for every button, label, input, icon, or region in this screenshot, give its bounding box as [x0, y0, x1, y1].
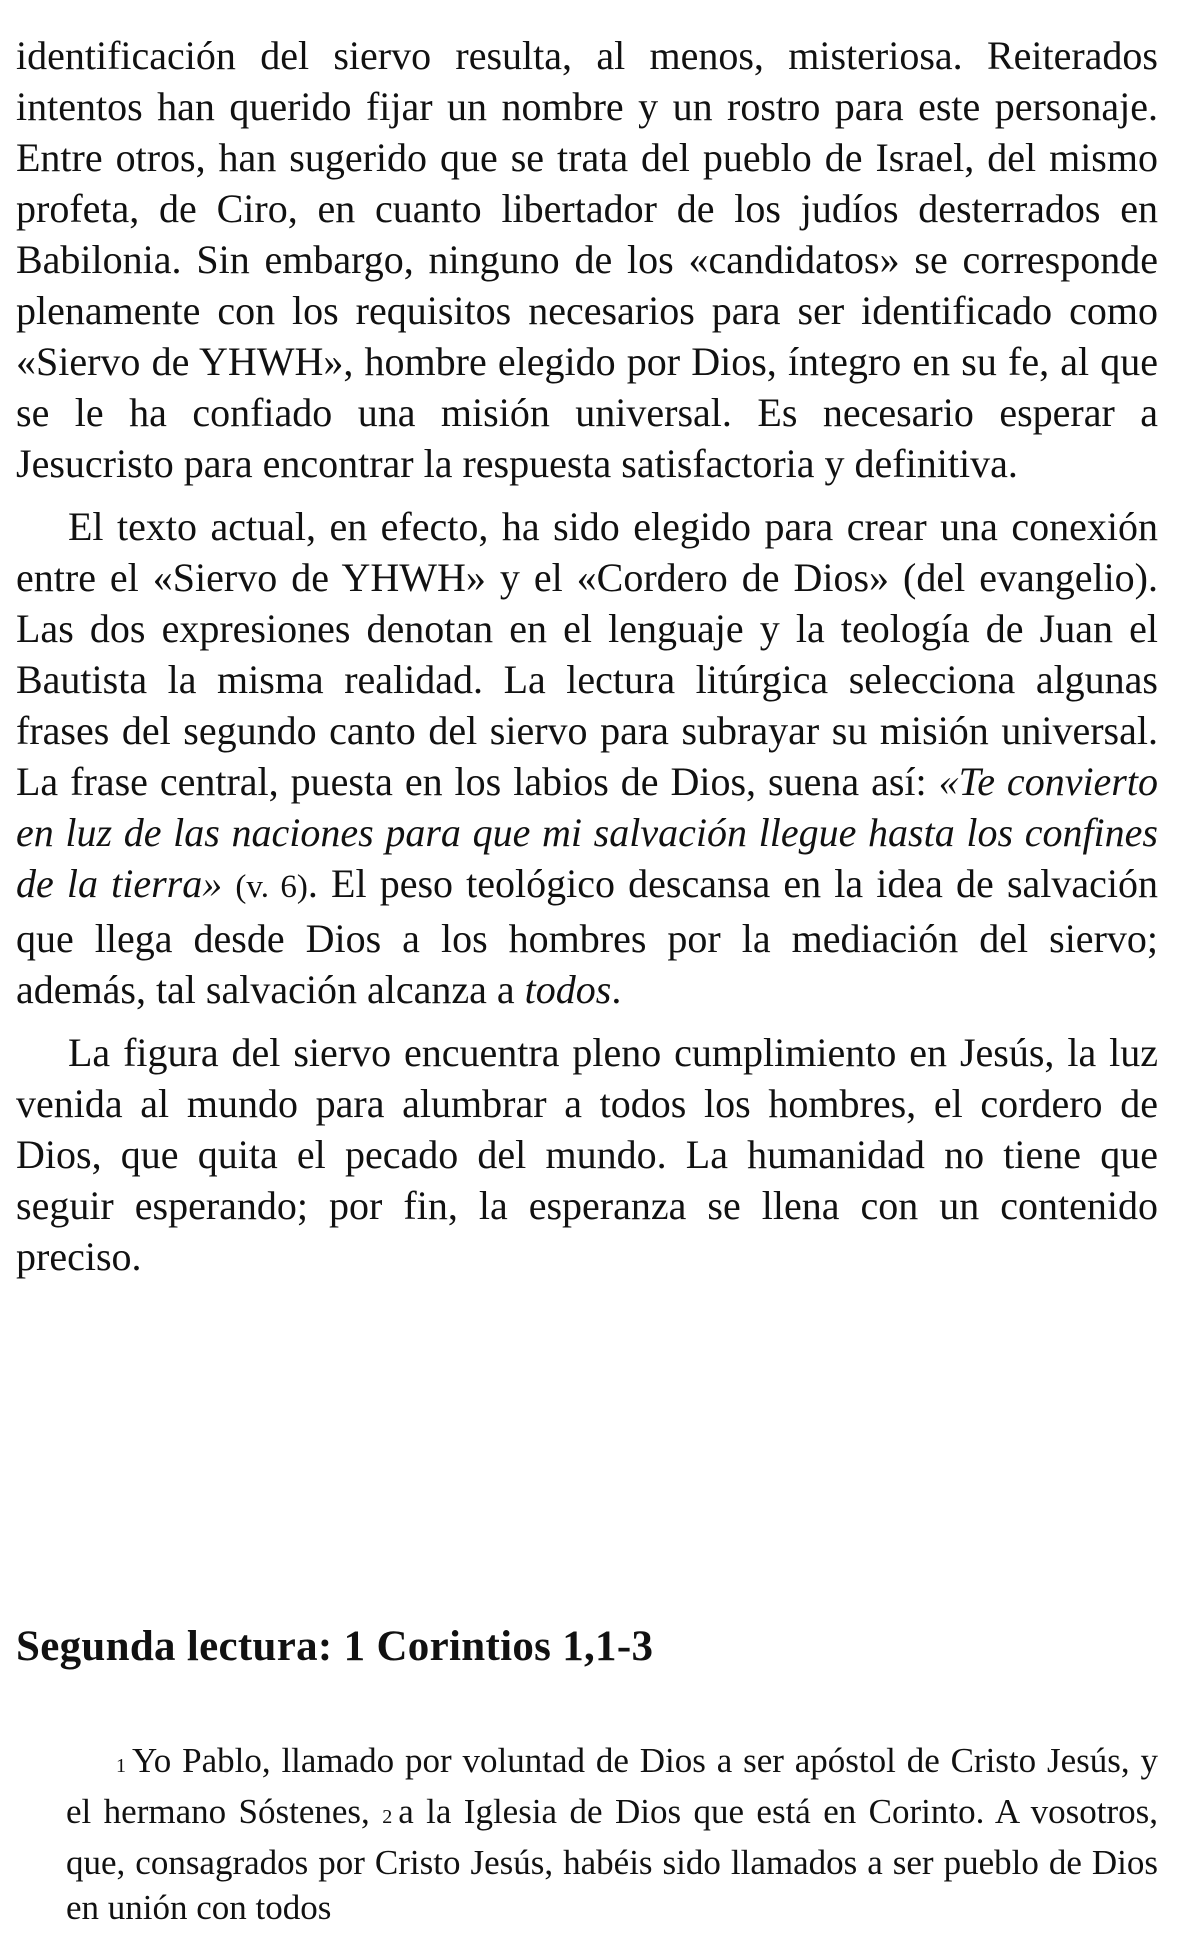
emphasis-todos: todos [524, 967, 612, 1012]
verse-reference: (v. 6) [235, 869, 308, 905]
paragraph-1: identificación del siervo resulta, al menos, misteriosa. Reiterados intentos han querido fijar un nombre y un rostro para este personaje. Entre otros, han sugerido que se trata del pueblo de Israel, del mismo profeta, de Ciro, en cuanto libertador de los judíos desterrados en Babilonia. Sin embargo, ninguno de los «candidatos» se corresponde plenamente con los requisitos necesarios para ser identificado como «Siervo de YHWH», hombre elegido por Dios, íntegro en su fe, al que se le ha confiado una misión universal. Es necesario esperar a Jesucristo para encontrar la respuesta satisfactoria y definitiva. [16, 33, 1158, 486]
paragraph-2 [16, 501, 1158, 1015]
verse-1-text: Yo Pablo, llamado por voluntad de Dios a ser apóstol de Cristo Jesús, y el hermano Sóstenes, [66, 1741, 1158, 1831]
paragraph-2-text-b: . El peso teológico descansa en la idea de salvación que llega desde Dios a los hombres por la mediación del siervo; además, tal salvación alcanza a [16, 861, 1159, 1012]
paragraph-2-end: . [611, 967, 622, 1012]
verse-number-1: 1 [116, 1755, 126, 1777]
section-heading: Segunda lectura: 1 Corintios 1,1-3 [16, 1623, 654, 1670]
verse-2-text: a la Iglesia de Dios que está en Corinto. A vosotros, que, consagrados por Cristo Jesús, habéis sido llamados a ser pueblo de Dios en unión con todos [66, 1792, 1158, 1927]
paragraph-2-text-a: El texto actual, en efecto, ha sido elegido para crear una conexión entre el «Siervo de YHWH» y el «Cordero de Dios» (del evangelio). Las dos expresiones denotan en el lenguaje y la teología de Juan el Bautista la misma realidad. La lectura litúrgica selecciona algunas frases del segundo canto del siervo para subrayar su misión universal. La frase central, puesta en los labios de Dios, suena así: [16, 504, 1158, 804]
paragraph-3: La figura del siervo encuentra pleno cumplimiento en Jesús, la luz venida al mundo para alumbrar a todos los hombres, el cordero de Dios, que quita el pecado del mundo. La humanidad no tiene que seguir esperando; por fin, la esperanza se llena con un contenido preciso. [16, 1030, 1158, 1279]
verse-number-2: 2 [382, 1806, 393, 1828]
reading-text [66, 1738, 1158, 1930]
body-text [16, 30, 1158, 1282]
scripture-quote: «Te convierto en luz de las naciones para que mi salvación llegue hasta los confines de la tierra» [16, 759, 1158, 906]
